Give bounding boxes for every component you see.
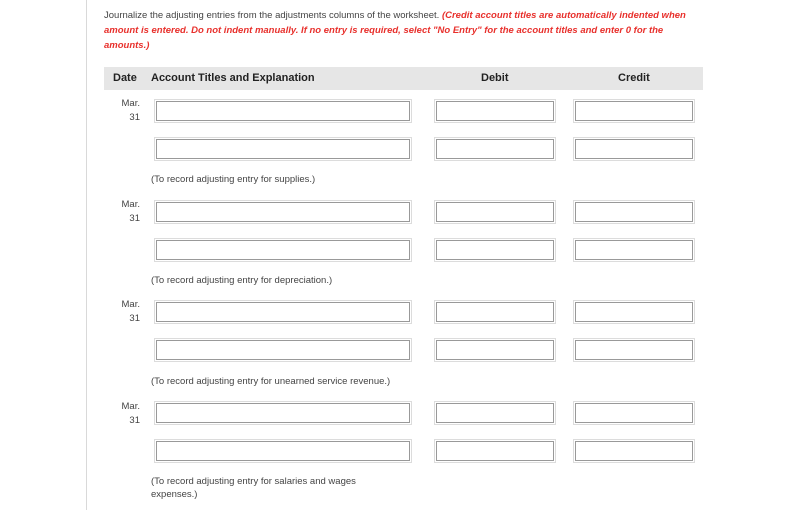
entry-explanation: (To record adjusting entry for unearned service revenue.) [151,376,391,387]
debit-amount-input[interactable] [436,139,554,159]
credit-amount-input[interactable] [575,202,693,222]
account-title-input[interactable] [156,240,410,260]
entry-explanation: (To record adjusting entry for supplies.) [151,174,316,185]
entry-month: Mar. [121,199,140,210]
debit-amount-input[interactable] [436,302,554,322]
account-title-input[interactable] [156,202,410,222]
debit-amount-input[interactable] [436,403,554,423]
account-title-input[interactable] [156,340,410,360]
instructions-note: (Credit account titles are automatically indented when amount is entered. Do not indent manually. If no entry is required, select "No Entry" for the account titles and enter 0 for the amounts.) [104,10,686,51]
panel-left-border [86,0,87,510]
entry-day: 31 [129,112,140,123]
debit-amount-input[interactable] [436,240,554,260]
header-account: Account Titles and Explanation [151,72,315,84]
credit-amount-input[interactable] [575,101,693,121]
account-title-input[interactable] [156,302,410,322]
account-title-input[interactable] [156,403,410,423]
credit-amount-input[interactable] [575,340,693,360]
credit-amount-input[interactable] [575,403,693,423]
header-date: Date [113,72,137,84]
entry-explanation: (To record adjusting entry for salaries and wages expenses.) [151,476,356,500]
entry-month: Mar. [121,401,140,412]
header-debit: Debit [481,72,509,84]
entry-day: 31 [129,213,140,224]
entry-date [110,400,140,428]
table-header [104,67,703,90]
account-title-input[interactable] [156,101,410,121]
entry-date [110,97,140,125]
header-credit: Credit [618,72,650,84]
credit-amount-input[interactable] [575,302,693,322]
debit-amount-input[interactable] [436,441,554,461]
entry-explanation: (To record adjusting entry for depreciation.) [151,275,333,286]
entry-day: 31 [129,415,140,426]
credit-amount-input[interactable] [575,240,693,260]
debit-amount-input[interactable] [436,202,554,222]
debit-amount-input[interactable] [436,101,554,121]
credit-amount-input[interactable] [575,441,693,461]
entry-day: 31 [129,313,140,324]
instructions-text: Journalize the adjusting entries from the adjustments columns of the worksheet. [104,10,440,21]
instructions [104,8,704,53]
account-title-input[interactable] [156,441,410,461]
credit-amount-input[interactable] [575,139,693,159]
debit-amount-input[interactable] [436,340,554,360]
entry-date [110,298,140,326]
entry-month: Mar. [121,299,140,310]
entry-date [110,198,140,226]
entry-month: Mar. [121,98,140,109]
account-title-input[interactable] [156,139,410,159]
